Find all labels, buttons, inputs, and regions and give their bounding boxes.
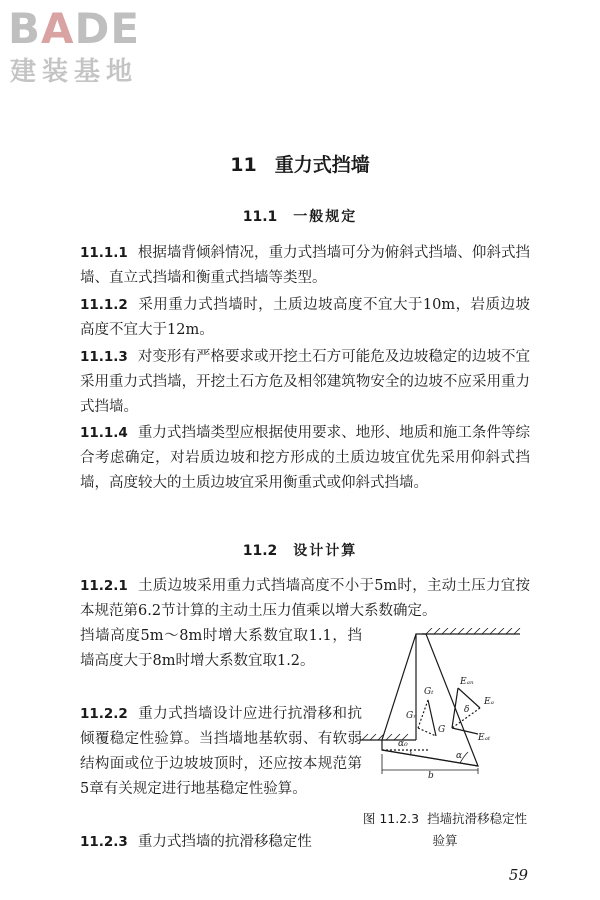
section-title-11-2: 11.2 设计计算 bbox=[242, 543, 358, 559]
label-G-t: Gₜ bbox=[424, 687, 434, 697]
clause-11-2-1-continued: 挡墙高度5m～8m时增大系数宜取1.1，挡墙高度大于8m时增大系数宜取1.2。 bbox=[80, 628, 362, 669]
label-G-n: Gₙ bbox=[406, 711, 417, 721]
wall-body bbox=[382, 634, 478, 766]
clause-11-2-2: 11.2.2 重力式挡墙设计应进行抗滑移和抗倾覆稳定性验算。当挡墙地基软弱、有软弱结构面或位于边坡坡顶时，还应按本规范第5章有关规定进行地基稳定性验算。 bbox=[80, 706, 362, 797]
section-title-11-1: 11.1 一般规定 bbox=[242, 209, 358, 225]
chapter-title bbox=[0, 150, 600, 177]
label-G: G bbox=[438, 725, 446, 735]
logo-wordmark: BADE bbox=[8, 4, 141, 53]
clause-11-1-4: 11.1.4 重力式挡墙类型应根据使用要求、地形、地质和施工条件等综合考虑确定，对岩质边坡和挖方形成的土质边坡宜优先采用仰斜式挡墙，高度较大的土质边坡宜采用衡重式或仰斜式挡墙。 bbox=[80, 425, 530, 491]
label-delta: δ bbox=[464, 705, 470, 715]
label-alpha: α bbox=[456, 751, 463, 761]
logo-subtitle: 建装基地 bbox=[10, 57, 139, 87]
page-number: 59 bbox=[508, 866, 528, 884]
ground-hatching bbox=[426, 628, 520, 634]
clause-11-1-2: 11.1.2 采用重力式挡墙时，土质边坡高度不宜大于10m，岩质边坡高度不宜大于12m。 bbox=[80, 297, 530, 338]
label-alpha0: α₀ bbox=[398, 739, 408, 749]
clause-11-2-3: 11.2.3 重力式挡墙的抗滑移稳定性 bbox=[80, 834, 312, 850]
label-b: b bbox=[428, 771, 434, 780]
retaining-wall-sliding-figure bbox=[360, 628, 530, 780]
figure-caption: 图 11.2.3 挡墙抗滑移稳定性验算 bbox=[362, 811, 528, 848]
gravity-force-triangle bbox=[418, 700, 436, 736]
chapter-number: 11 bbox=[230, 154, 257, 176]
chapter-heading: 重力式挡墙 bbox=[274, 154, 370, 176]
alpha0-angle-arc bbox=[410, 750, 411, 755]
clause-11-2-1: 11.2.1 土质边坡采用重力式挡墙高度不小于5m时，主动土压力宜按本规范第6.2节计算的主动土压力值乘以增大系数确定。 bbox=[80, 578, 530, 619]
label-E-at: Eₐₜ bbox=[478, 733, 491, 743]
clause-11-1-3: 11.1.3 对变形有严格要求或开挖土石方可能危及边坡稳定的边坡不宜采用重力式挡墙，开挖土石方危及相邻建筑物安全的边坡不应采用重力式挡墙。 bbox=[80, 349, 530, 415]
label-E-an: Eₐₙ bbox=[460, 677, 474, 687]
watermark-logo bbox=[8, 4, 178, 96]
label-E-a: Eₐ bbox=[484, 697, 494, 707]
clause-11-1-1: 11.1.1 根据墙背倾斜情况，重力式挡墙可分为俯斜式挡墙、仰斜式挡墙、直立式挡墙和衡重式挡墙等类型。 bbox=[80, 245, 530, 286]
